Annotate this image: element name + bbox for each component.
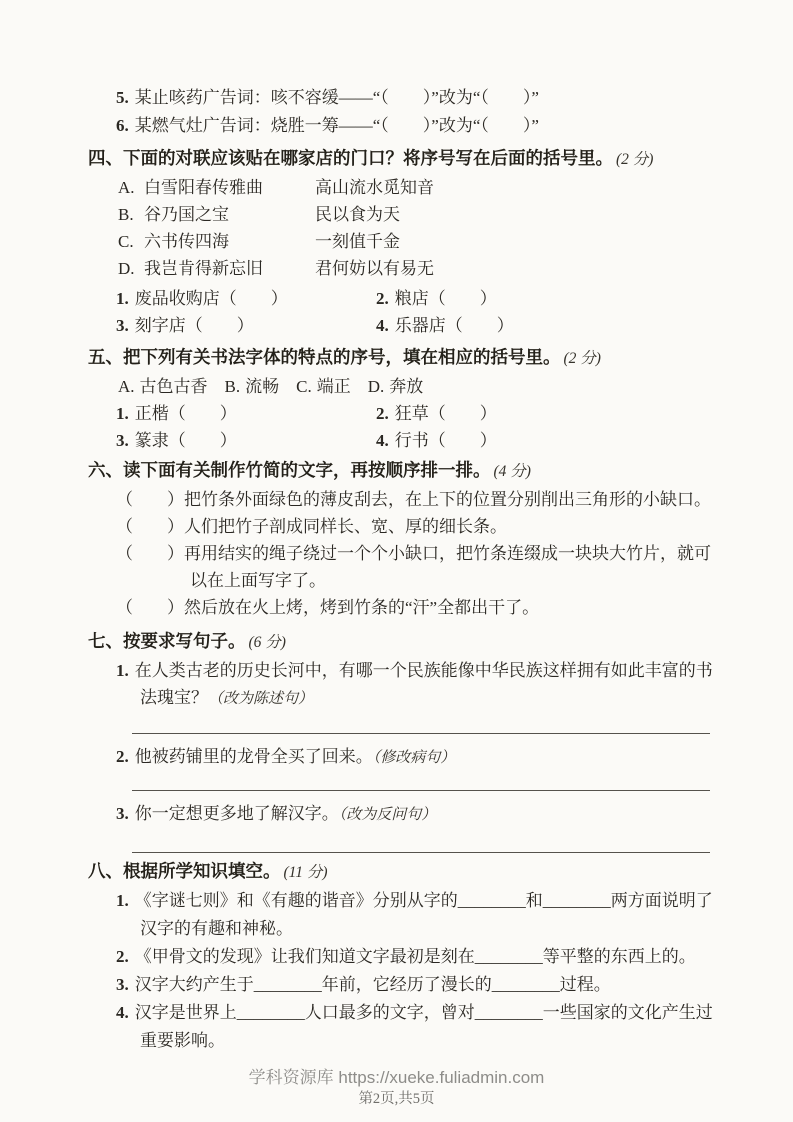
points-badge: (2 分) bbox=[616, 151, 654, 168]
option-label: C. bbox=[296, 377, 312, 396]
fill-blank-text: 汉字是世界上________人口最多的文字，曾对________一些国家的文化产生过重要影响。 bbox=[134, 1003, 713, 1050]
bracket-blank: （ ） bbox=[116, 544, 184, 563]
item-number: 2. bbox=[116, 747, 129, 766]
sequence-item bbox=[88, 594, 719, 621]
couplet-row bbox=[88, 174, 719, 201]
answer-slot bbox=[116, 427, 376, 454]
footer-source: 学科资源库 https://xueke.fuliadmin.com bbox=[248, 1068, 545, 1087]
question-text: 在人类古老的历史长河中，有哪一个民族能像中华民族这样拥有如此丰富的书法瑰宝？ bbox=[134, 661, 713, 707]
couplet-row bbox=[88, 255, 719, 282]
section-title-text: 六、读下面有关制作竹简的文字，再按顺序排一排。 bbox=[88, 460, 491, 480]
section-title-text: 五、把下列有关书法字体的特点的序号，填在相应的括号里。 bbox=[88, 347, 561, 367]
section-title-text: 八、根据所学知识填空。 bbox=[88, 861, 281, 881]
points-badge: (4 分) bbox=[493, 463, 531, 480]
item-number: 1. bbox=[116, 404, 129, 423]
footer-page-info: 第2页,共5页 bbox=[358, 1091, 435, 1107]
question-text: 他被药铺里的龙骨全买了回来。 bbox=[134, 747, 373, 766]
sequence-text: 然后放在火上烤，烤到竹条的“汗”全都出干了。 bbox=[184, 598, 540, 617]
fill-blank-text: 《字谜七则》和《有趣的谐音》分别从字的________和________两方面说明了汉字的有趣和神秘。 bbox=[134, 891, 713, 938]
answer-slot-text: 乐器店（ ） bbox=[394, 316, 514, 335]
couplet-second-line: 高山流水觅知音 bbox=[315, 178, 434, 197]
answer-slot bbox=[116, 312, 376, 339]
answer-slot-text: 正楷（ ） bbox=[134, 404, 237, 423]
section-eight bbox=[88, 857, 719, 1055]
points-badge: (6 分) bbox=[248, 634, 286, 651]
section-title bbox=[88, 144, 719, 174]
question-note: （修改病句） bbox=[372, 750, 456, 766]
answer-slot bbox=[376, 312, 719, 339]
option-text: 端正 bbox=[316, 377, 351, 396]
item-number: 2. bbox=[376, 404, 389, 423]
item-text: 某止咳药广告词：咳不容缓——“（ ）”改为“（ ）” bbox=[134, 88, 539, 107]
sequence-item bbox=[88, 540, 719, 594]
couplet-second-line: 一刻值千金 bbox=[315, 232, 400, 251]
question-note: （改为陈述句） bbox=[208, 691, 314, 707]
answer-slot-text: 篆隶（ ） bbox=[134, 431, 237, 450]
section-title bbox=[88, 627, 719, 657]
option-label: D. bbox=[367, 377, 385, 396]
page-content bbox=[88, 84, 719, 1055]
rewrite-question bbox=[88, 743, 719, 772]
fill-blank-item bbox=[88, 943, 719, 971]
option bbox=[296, 373, 351, 400]
question-item-5 bbox=[88, 84, 719, 112]
couplet-first-line: 白雪阳春传雅曲 bbox=[144, 178, 263, 197]
option-text: 流畅 bbox=[245, 377, 280, 396]
item-number: 1. bbox=[116, 661, 129, 680]
rewrite-question bbox=[88, 800, 719, 829]
answer-slot-text: 废品收购店（ ） bbox=[134, 289, 288, 308]
fill-blank-text: 《甲骨文的发现》让我们知道文字最初是刻在________等平整的东西上的。 bbox=[134, 947, 696, 966]
section-five bbox=[88, 343, 719, 454]
question-text: 你一定想更多地了解汉字。 bbox=[134, 804, 339, 823]
bracket-blank: （ ） bbox=[116, 490, 184, 509]
answer-slot-text: 行书（ ） bbox=[394, 431, 497, 450]
option-label: B. bbox=[224, 377, 241, 396]
points-badge: (11 分) bbox=[283, 864, 328, 881]
item-number: 2. bbox=[116, 947, 129, 966]
answer-slot-row bbox=[88, 427, 719, 454]
answer-slot-text: 刻字店（ ） bbox=[134, 316, 254, 335]
answer-slot-text: 粮店（ ） bbox=[394, 289, 497, 308]
section-title-text: 七、按要求写句子。 bbox=[88, 631, 246, 651]
sequence-item bbox=[88, 486, 719, 513]
option bbox=[118, 373, 208, 400]
couplet-first-line: 我岂肯得新忘旧 bbox=[144, 259, 263, 278]
couplet-label: C. bbox=[118, 232, 134, 251]
section-title bbox=[88, 343, 719, 373]
answer-slot bbox=[376, 400, 719, 427]
sequence-item bbox=[88, 513, 719, 540]
section-title bbox=[88, 456, 719, 486]
option-text: 奔放 bbox=[389, 377, 424, 396]
item-number: 4. bbox=[116, 1003, 129, 1022]
answer-slot-row bbox=[88, 400, 719, 427]
answer-line bbox=[132, 733, 710, 734]
answer-slot-row bbox=[88, 312, 719, 339]
question-note: （改为反问句） bbox=[338, 807, 437, 823]
answer-slot-text: 狂草（ ） bbox=[394, 404, 497, 423]
item-number: 3. bbox=[116, 975, 129, 994]
points-badge: (2 分) bbox=[563, 350, 601, 367]
fill-blank-item bbox=[88, 971, 719, 999]
section-title-text: 四、下面的对联应该贴在哪家店的门口？将序号写在后面的括号里。 bbox=[88, 148, 613, 168]
answer-slot bbox=[376, 285, 719, 312]
item-number: 3. bbox=[116, 316, 129, 335]
item-number: 4. bbox=[376, 316, 389, 335]
page-footer bbox=[0, 1066, 793, 1109]
answer-line bbox=[132, 852, 710, 853]
option-text: 古色古香 bbox=[139, 377, 208, 396]
item-number: 5. bbox=[116, 88, 129, 107]
options-row bbox=[88, 373, 719, 400]
sequence-text: 人们把竹子剖成同样长、宽、厚的细长条。 bbox=[184, 517, 507, 536]
question-item-6 bbox=[88, 112, 719, 140]
answer-slot bbox=[376, 427, 719, 454]
couplet-label: D. bbox=[118, 259, 135, 278]
couplet-second-line: 民以食为天 bbox=[315, 205, 400, 224]
section-four bbox=[88, 144, 719, 339]
section-title bbox=[88, 857, 719, 887]
item-number: 6. bbox=[116, 116, 129, 135]
fill-blank-text: 汉字大约产生于________年前，它经历了漫长的________过程。 bbox=[134, 975, 611, 994]
fill-blank-item bbox=[88, 999, 719, 1055]
answer-slot bbox=[116, 400, 376, 427]
item-number: 2. bbox=[376, 289, 389, 308]
item-number: 3. bbox=[116, 431, 129, 450]
item-number: 1. bbox=[116, 289, 129, 308]
option-label: A. bbox=[118, 377, 135, 396]
answer-line bbox=[132, 790, 710, 791]
couplet-row bbox=[88, 228, 719, 255]
section-six bbox=[88, 456, 719, 621]
answer-slot bbox=[116, 285, 376, 312]
option bbox=[368, 373, 424, 400]
option bbox=[225, 373, 280, 400]
sequence-text: 把竹条外面绿色的薄皮刮去，在上下的位置分别削出三角形的小缺口。 bbox=[184, 490, 711, 509]
item-text: 某燃气灶广告词：烧胜一筹——“（ ）”改为“（ ）” bbox=[134, 116, 539, 135]
bracket-blank: （ ） bbox=[116, 598, 184, 617]
section-seven bbox=[88, 627, 719, 853]
couplet-first-line: 谷乃国之宝 bbox=[144, 205, 229, 224]
item-number: 4. bbox=[376, 431, 389, 450]
fill-blank-item bbox=[88, 887, 719, 943]
couplet-first-line: 六书传四海 bbox=[144, 232, 229, 251]
couplet-label: A. bbox=[118, 178, 135, 197]
bracket-blank: （ ） bbox=[116, 517, 184, 536]
answer-slot-row bbox=[88, 285, 719, 312]
couplet-row bbox=[88, 201, 719, 228]
item-number: 3. bbox=[116, 804, 129, 823]
sequence-text: 再用结实的绳子绕过一个个小缺口，把竹条连缀成一块块大竹片，就可以在上面写字了。 bbox=[184, 544, 711, 590]
item-number: 1. bbox=[116, 891, 129, 910]
couplet-label: B. bbox=[118, 205, 134, 224]
couplet-second-line: 君何妨以有易无 bbox=[315, 259, 434, 278]
rewrite-question bbox=[88, 657, 719, 713]
